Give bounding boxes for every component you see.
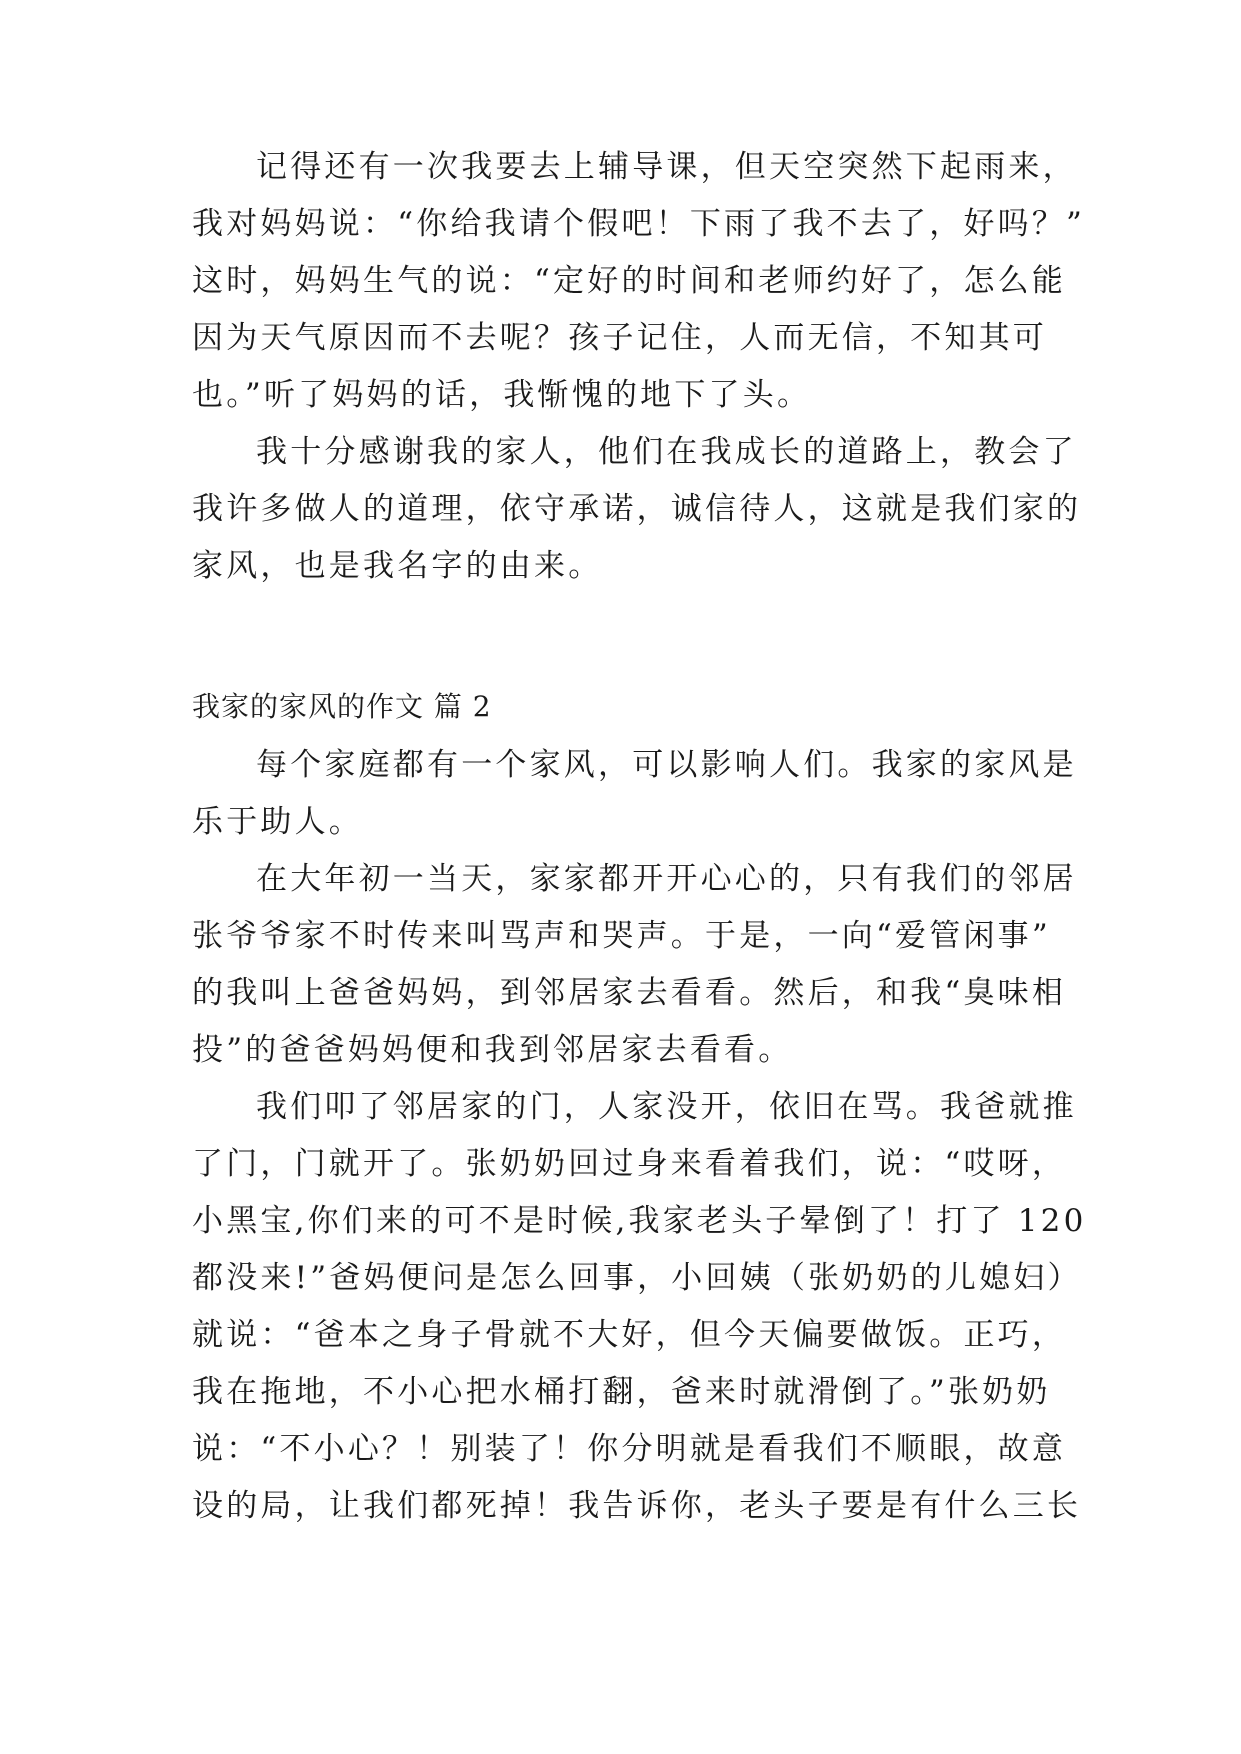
text-line: 也。”听了妈妈的话，我惭愧的地下了头。 <box>192 377 812 413</box>
text-line: 都没来!”爸妈便问是怎么回事，小回姨（张奶奶的儿媳妇） <box>192 1260 1082 1296</box>
text-line: 设的局，让我们都死掉！我告诉你，老头子要是有什么三长 <box>192 1488 1082 1524</box>
text-line: 的我叫上爸爸妈妈，到邻居家去看看。然后，和我“臭味相 <box>192 975 1067 1011</box>
section-heading: 我家的家风的作文 篇 2 <box>192 690 492 723</box>
text-line: 每个家庭都有一个家风，可以影响人们。我家的家风是 <box>256 747 1077 783</box>
text-line: 因为天气原因而不去呢？孩子记住，人而无信，不知其可 <box>192 320 1047 356</box>
text-line: 说：“不小心？！别装了！你分明就是看我们不顺眼，故意 <box>192 1431 1067 1467</box>
text-line: 乐于助人。 <box>192 804 363 840</box>
text-line: 这时，妈妈生气的说：“定好的时间和老师约好了，怎么能 <box>192 263 1067 299</box>
text-line: 我十分感谢我的家人，他们在我成长的道路上，教会了 <box>256 434 1077 470</box>
text-line: 我在拖地，不小心把水桶打翻，爸来时就滑倒了。”张奶奶 <box>192 1374 1051 1410</box>
text-line: 在大年初一当天，家家都开开心心的，只有我们的邻居 <box>256 861 1077 897</box>
text-line: 了门，门就开了。张奶奶回过身来看着我们，说：“哎呀， <box>192 1146 1067 1182</box>
text-line: 我对妈妈说：“你给我请个假吧！下雨了我不去了，好吗？” <box>192 206 1086 242</box>
text-line: 记得还有一次我要去上辅导课，但天空突然下起雨来， <box>256 149 1077 185</box>
text-line: 张爷爷家不时传来叫骂声和哭声。于是，一向“爱管闲事” <box>192 918 1051 954</box>
text-line: 小黑宝,你们来的可不是时候,我家老头子晕倒了！打了 120 <box>192 1203 1087 1239</box>
text-line: 我们叩了邻居家的门，人家没开，依旧在骂。我爸就推 <box>256 1089 1077 1125</box>
text-line: 就说：“爸本之身子骨就不大好，但今天偏要做饭。正巧， <box>192 1317 1067 1353</box>
text-line: 家风，也是我名字的由来。 <box>192 548 603 584</box>
text-line: 我许多做人的道理，依守承诺，诚信待人，这就是我们家的 <box>192 491 1082 527</box>
text-line: 投”的爸爸妈妈便和我到邻居家去看看。 <box>192 1032 793 1068</box>
